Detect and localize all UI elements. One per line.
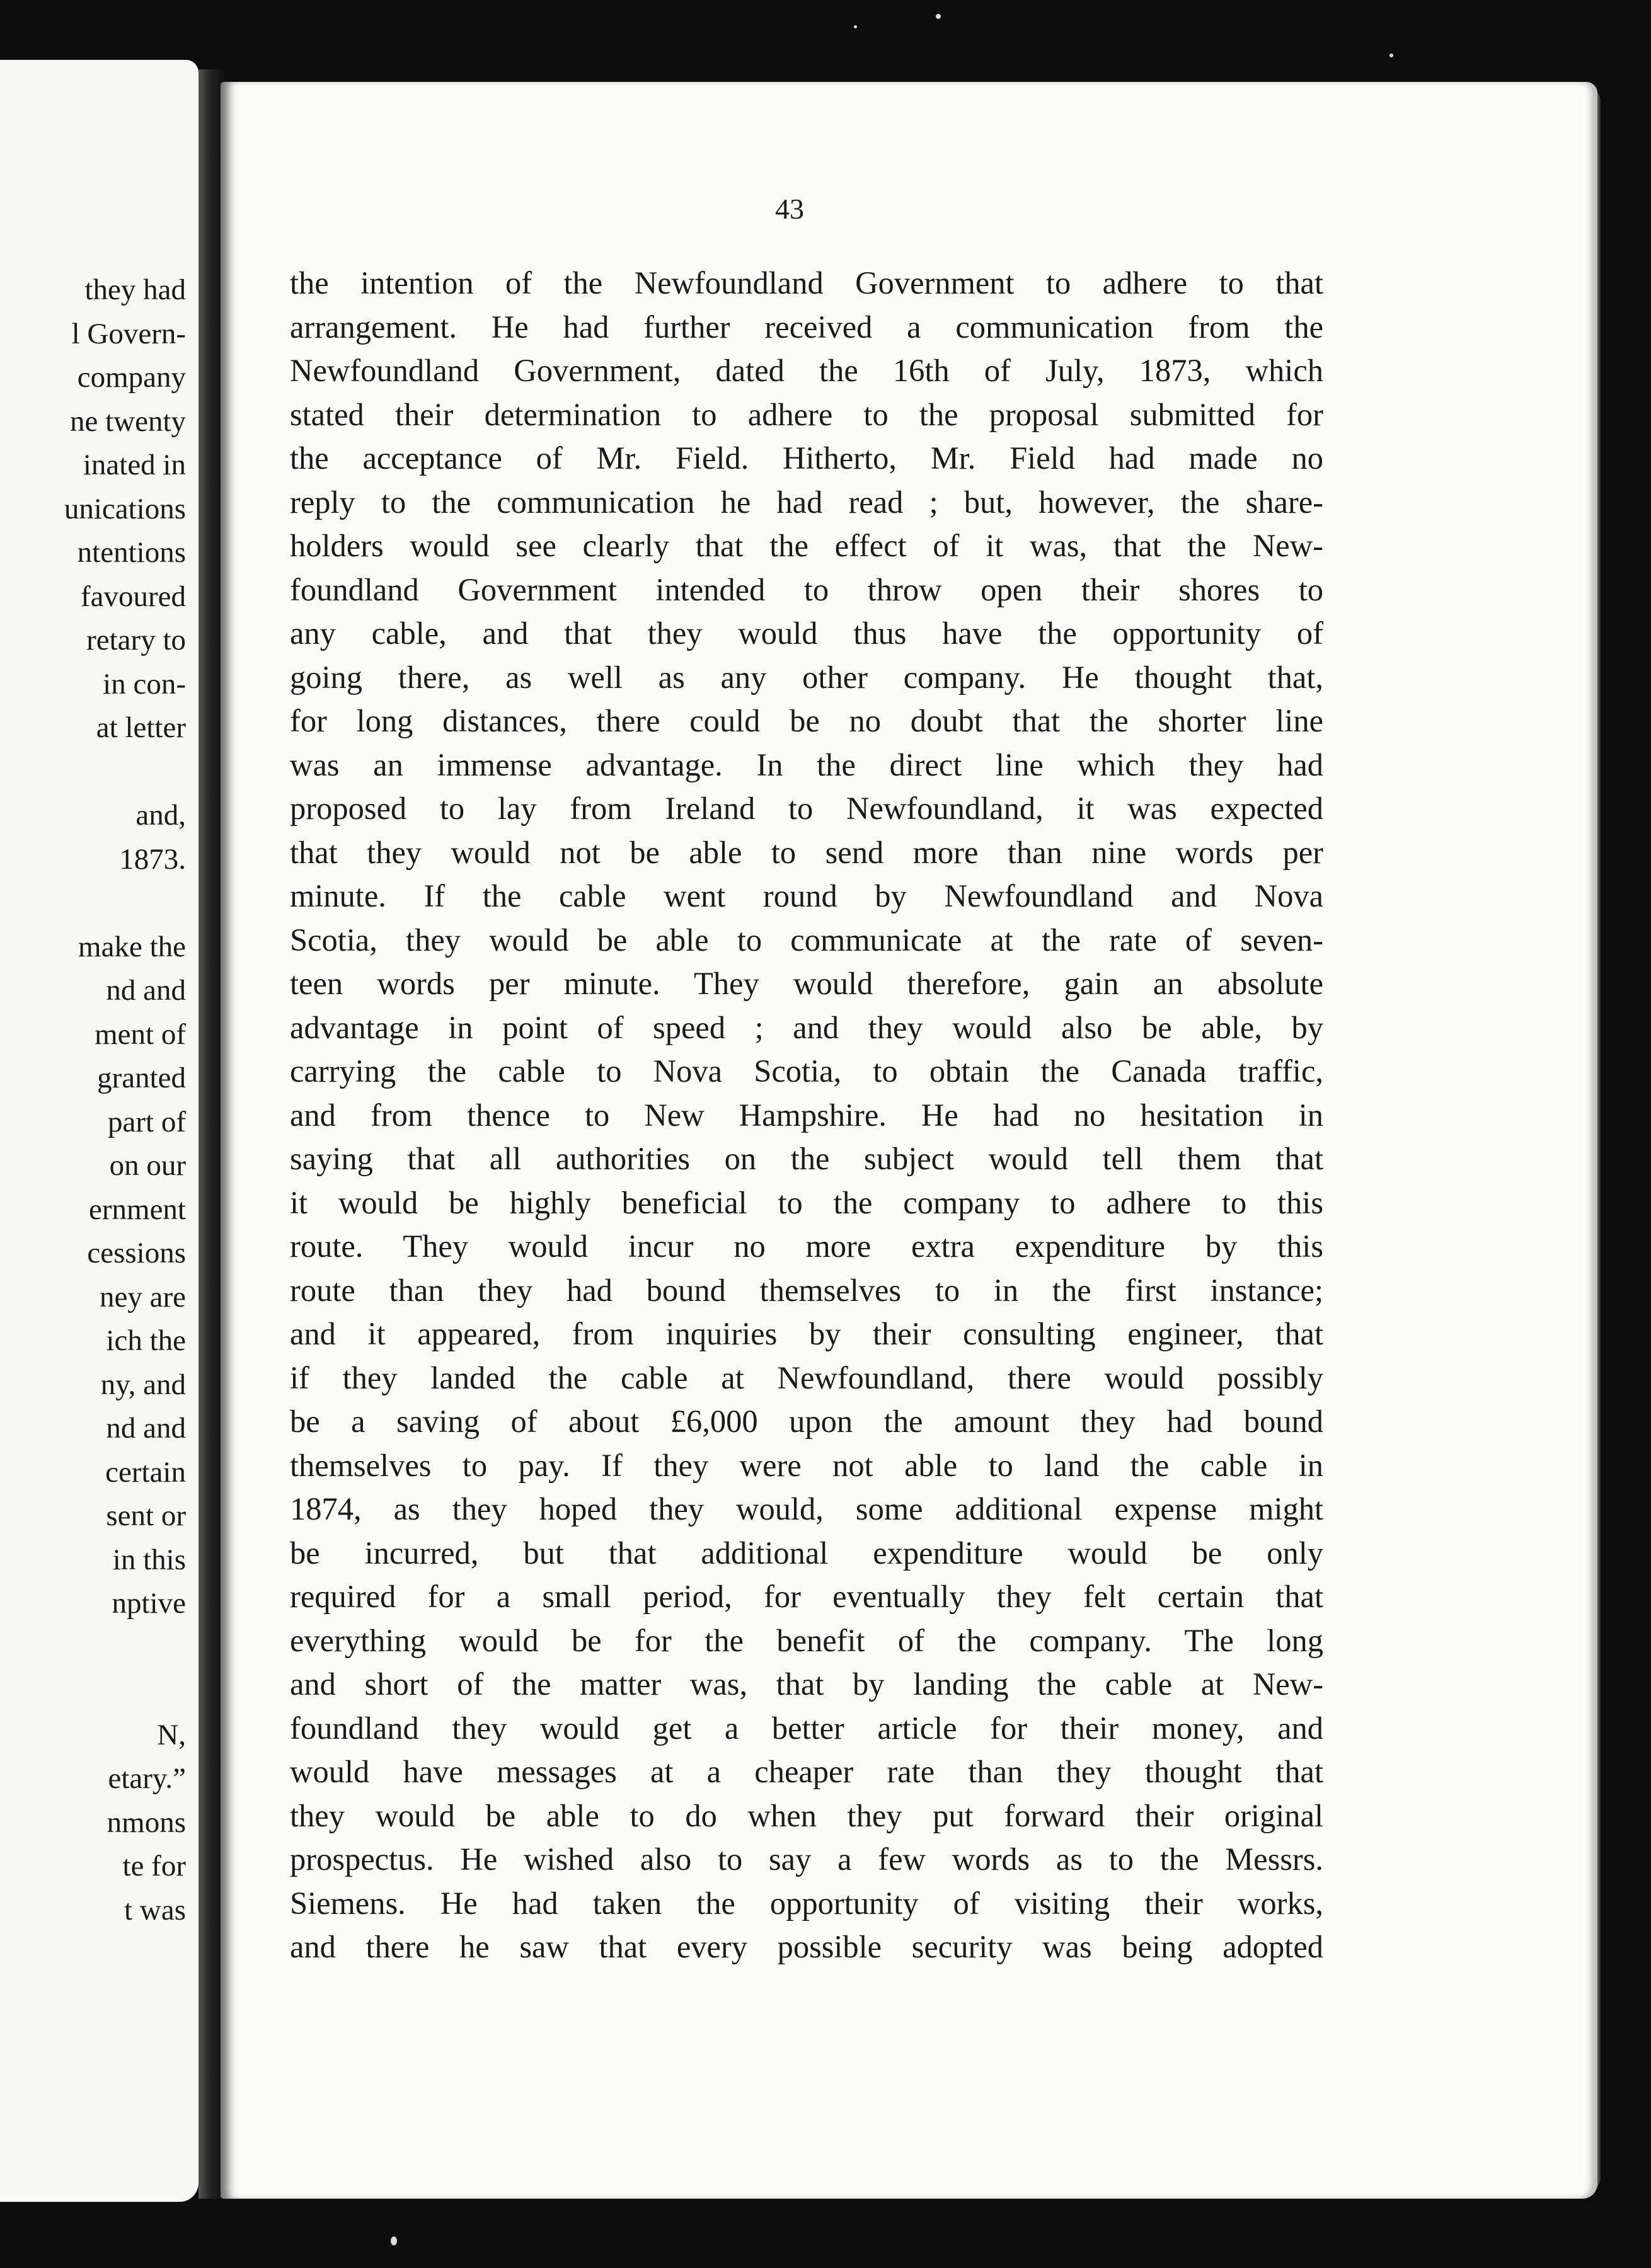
left-page-line: l Govern- <box>71 317 186 350</box>
left-page-line: ment of <box>95 1017 186 1051</box>
left-page-line: at letter <box>96 711 186 744</box>
body-text-line: and short of the matter was, that by landing the cable at New- <box>290 1666 1323 1702</box>
left-page-line: nd and <box>106 974 186 1007</box>
left-page-line: ney are <box>100 1280 186 1314</box>
left-page-line: retary to <box>86 624 186 656</box>
body-text-line: going there, as well as any other company. He thought that, <box>290 659 1323 695</box>
body-text-line: everything would be for the benefit of the company. The long <box>290 1622 1323 1658</box>
body-text-line: and from thence to New Hampshire. He had no hesitation in <box>290 1097 1323 1133</box>
body-text-line: and it appeared, from inquiries by their consulting engineer, that <box>290 1316 1323 1351</box>
body-text-line: teen words per minute. They would therefore, gain an absolute <box>290 966 1323 1001</box>
left-page-line: and, <box>135 799 186 832</box>
body-text-line: required for a small period, for eventually they felt certain that <box>290 1579 1323 1614</box>
left-page-line: part of <box>108 1105 186 1138</box>
body-text-line: and there he saw that every possible security was being adopted <box>290 1929 1323 1964</box>
body-text-line: would have messages at a cheaper rate than they thought that <box>290 1754 1323 1789</box>
left-page-line: nptive <box>112 1587 186 1620</box>
left-page-line: 1873. <box>119 842 186 876</box>
body-text-line: they would be able to do when they put forward their original <box>290 1797 1323 1833</box>
left-page-line: company <box>77 361 186 394</box>
body-text-line: prospectus. He wished also to say a few words as to the Messrs. <box>290 1841 1323 1877</box>
body-text-line: it would be highly beneficial to the company to adhere to this <box>290 1184 1323 1220</box>
dust-speck <box>854 25 857 28</box>
body-text-line: any cable, and that they would thus have the opportunity of <box>290 616 1323 651</box>
left-page-line: etary.” <box>108 1762 186 1795</box>
body-text-line: the intention of the Newfoundland Government to adhere to that <box>290 265 1323 301</box>
left-facing-page <box>0 60 198 2202</box>
body-text-line: saying that all authorities on the subject would tell them that <box>290 1141 1323 1176</box>
left-page-line: they had <box>84 273 186 306</box>
dust-speck <box>391 2236 397 2245</box>
body-text-line: if they landed the cable at Newfoundland, there would possibly <box>290 1360 1323 1395</box>
dust-speck <box>936 14 941 19</box>
left-page-line: ntentions <box>77 536 186 569</box>
left-page-line: nmons <box>106 1806 186 1839</box>
body-text-line: that they would not be able to send more than nine words per <box>290 834 1323 870</box>
body-text-line: the acceptance of Mr. Field. Hitherto, Mr. Field had made no <box>290 440 1323 476</box>
body-text-line: holders would see clearly that the effect of it was, that the New- <box>290 528 1323 563</box>
left-page-line: inated in <box>83 449 186 481</box>
book-gutter <box>198 69 224 2199</box>
left-page-line: in this <box>112 1543 186 1576</box>
body-text-line: foundland they would get a better article for their money, and <box>290 1710 1323 1746</box>
body-text <box>290 261 1323 1969</box>
body-text-line: be a saving of about £6,000 upon the amount they had bound <box>290 1404 1323 1439</box>
body-text-line: foundland Government intended to throw open their shores to <box>290 571 1323 607</box>
page-number: 43 <box>775 193 804 225</box>
left-page-line: certain <box>105 1455 186 1489</box>
body-text-line: Siemens. He had taken the opportunity of visiting their works, <box>290 1885 1323 1921</box>
body-text-line: stated their determination to adhere to the proposal submitted for <box>290 396 1323 432</box>
left-page-line: sent or <box>106 1499 186 1532</box>
body-text-line: route. They would incur no more extra expenditure by this <box>290 1228 1323 1264</box>
body-text-line: 1874, as they hoped they would, some additional expense might <box>290 1491 1323 1526</box>
body-text-line: route than they had bound themselves to in the first instance; <box>290 1272 1323 1308</box>
left-page-line: on our <box>109 1149 186 1182</box>
left-page-line: ich the <box>106 1324 186 1357</box>
left-page-line: ernment <box>89 1193 186 1226</box>
left-page-line: unications <box>64 492 186 525</box>
body-text-line: Newfoundland Government, dated the 16th of July, 1873, which <box>290 353 1323 388</box>
body-text-line: advantage in point of speed ; and they would also be able, by <box>290 1009 1323 1045</box>
left-page-line: granted <box>97 1062 186 1094</box>
left-page-line: in con- <box>103 667 186 701</box>
left-page-line: nd and <box>106 1412 186 1445</box>
left-page-line: t was <box>124 1893 186 1927</box>
left-page-line: ny, and <box>100 1368 186 1401</box>
body-text-line: be incurred, but that additional expenditure would be only <box>290 1535 1323 1571</box>
body-text-line: reply to the communication he had read ; but, however, the share- <box>290 484 1323 520</box>
left-page-line: te for <box>122 1850 186 1882</box>
left-page-line: make the <box>78 930 186 963</box>
body-text-line: for long distances, there could be no doubt that the shorter line <box>290 703 1323 738</box>
body-text-line: minute. If the cable went round by Newfoundland and Nova <box>290 878 1323 914</box>
body-text-line: was an immense advantage. In the direct line which they had <box>290 747 1323 782</box>
dust-speck <box>1389 54 1393 57</box>
left-page-line: ne twenty <box>69 404 186 438</box>
left-page-line: cessions <box>87 1237 186 1269</box>
body-text-line: themselves to pay. If they were not able to land the cable in <box>290 1447 1323 1483</box>
left-page-line: favoured <box>80 580 186 613</box>
body-text-line: Scotia, they would be able to communicate at the rate of seven- <box>290 922 1323 958</box>
left-page-line: N, <box>157 1718 186 1751</box>
body-text-line: proposed to lay from Ireland to Newfoundland, it was expected <box>290 791 1323 826</box>
body-text-line: carrying the cable to Nova Scotia, to obtain the Canada traffic, <box>290 1053 1323 1089</box>
body-text-line: arrangement. He had further received a communication from the <box>290 309 1323 345</box>
